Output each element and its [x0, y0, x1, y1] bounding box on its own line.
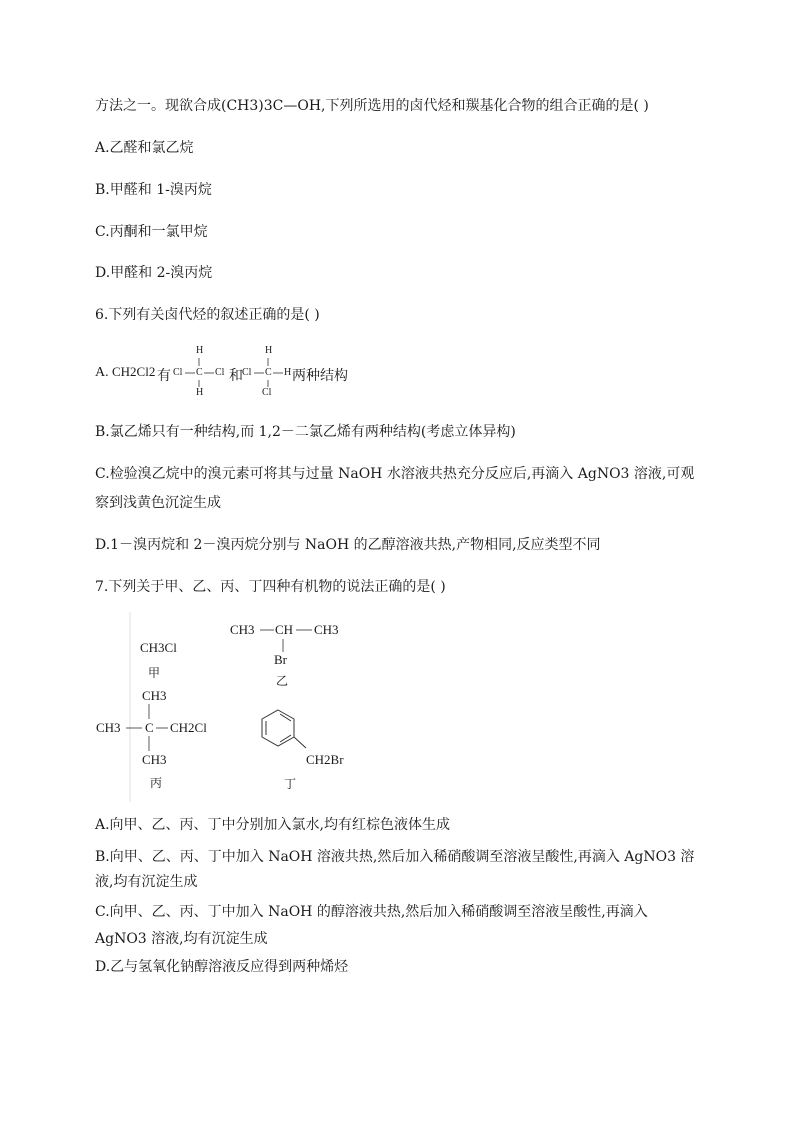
s1-cl-left: Cl — [173, 367, 183, 378]
s2-c: C — [265, 367, 272, 378]
s1-bonds — [173, 345, 233, 401]
q5-option-b[interactable]: B.甲醛和 1-溴丙烷 — [95, 182, 212, 198]
mol-ding-ch2br: CH2Br — [306, 752, 344, 767]
s1-c: C — [196, 367, 203, 378]
q6-option-c-line2[interactable]: 察到浅黄色沉淀生成 — [95, 495, 221, 511]
q6-option-a[interactable] — [95, 345, 395, 401]
q7-option-b-line2[interactable]: 液,均有沉淀生成 — [95, 874, 198, 890]
mol-bing-top: CH3 — [142, 688, 167, 703]
question5-stem-tail: 方法之一。现欲合成(CH3)3C—OH,下列所选用的卤代烃和羰基化合物的组合正确的是( ) — [95, 98, 649, 114]
q6-option-c-line1[interactable]: C.检验溴乙烷中的溴元素可将其与过量 NaOH 水溶液共热充分反应后,再滴入 AgNO3 溶液,可观 — [95, 466, 695, 482]
q7-option-b-line1[interactable]: B.向甲、乙、丙、丁中加入 NaOH 溶液共热,然后加入稀硝酸调至溶液呈酸性,再滴入 AgNO3 溶 — [95, 849, 695, 865]
mol-bing-label: 丙 — [150, 776, 163, 790]
s2-cl-bottom: Cl — [262, 387, 272, 398]
q6a-suffix: 两种结构 — [292, 369, 348, 384]
s2-h-right: H — [284, 367, 292, 378]
q7-molecule-figure — [90, 612, 390, 802]
q6a-he: 和 — [229, 369, 243, 384]
q5-option-d[interactable]: D.甲醛和 2-溴丙烷 — [95, 265, 213, 281]
mol-jia-label: 甲 — [148, 666, 161, 680]
q6a-prefix: A. — [95, 365, 109, 380]
s1-h-top: H — [196, 345, 204, 356]
q6a-formula: CH2Cl2 — [112, 364, 156, 379]
question7-stem: 7.下列关于甲、乙、丙、丁四种有机物的说法正确的是( ) — [95, 579, 446, 595]
mol-ding-label: 丁 — [284, 777, 297, 791]
q7-option-a[interactable]: A.向甲、乙、丙、丁中分别加入氯水,均有红棕色液体生成 — [95, 817, 451, 833]
mol-bing-left: CH3 — [96, 720, 121, 735]
mol-jia-formula: CH3Cl — [140, 640, 177, 655]
mol-bing-c: C — [145, 720, 154, 735]
mol-yi-br: Br — [274, 652, 287, 667]
q7-option-d[interactable]: D.乙与氢氧化钠醇溶液反应得到两种烯烃 — [95, 959, 349, 975]
q5-option-c[interactable]: C.丙酮和一氯甲烷 — [95, 224, 208, 240]
mol-yi-label: 乙 — [276, 674, 289, 688]
q6-option-b[interactable]: B.氯乙烯只有一种结构,而 1,2－二氯乙烯有两种结构(考虑立体异构) — [95, 424, 516, 440]
q7-option-c-line2[interactable]: AgNO3 溶液,均有沉淀生成 — [95, 931, 268, 947]
q7-option-c-line1[interactable]: C.向甲、乙、丙、丁中加入 NaOH 的醇溶液共热,然后加入稀硝酸调至溶液呈酸性,再滴入 — [95, 904, 648, 920]
s2-h-top: H — [265, 345, 273, 356]
s1-cl-right: Cl — [215, 367, 225, 378]
mol-bing-bonds — [90, 688, 210, 768]
q6a-you: 有 — [157, 369, 171, 384]
mol-yi-ch3-left: CH3 — [230, 622, 255, 637]
q5-option-a[interactable]: A.乙醛和氯乙烷 — [95, 140, 194, 156]
s1-h-bottom: H — [196, 387, 204, 398]
mol-bing-bottom: CH3 — [142, 752, 167, 767]
mol-yi-ch: CH — [275, 622, 294, 637]
mol-yi-bonds — [230, 622, 350, 662]
question6-stem: 6.下列有关卤代烃的叙述正确的是( ) — [95, 307, 320, 323]
s2-cl-left: Cl — [242, 367, 252, 378]
mol-yi-ch3-right: CH3 — [314, 622, 339, 637]
q6-option-d[interactable]: D.1－溴丙烷和 2－溴丙烷分别与 NaOH 的乙醇溶液共热,产物相同,反应类型不同 — [95, 537, 601, 553]
mol-bing-right: CH2Cl — [170, 720, 207, 735]
